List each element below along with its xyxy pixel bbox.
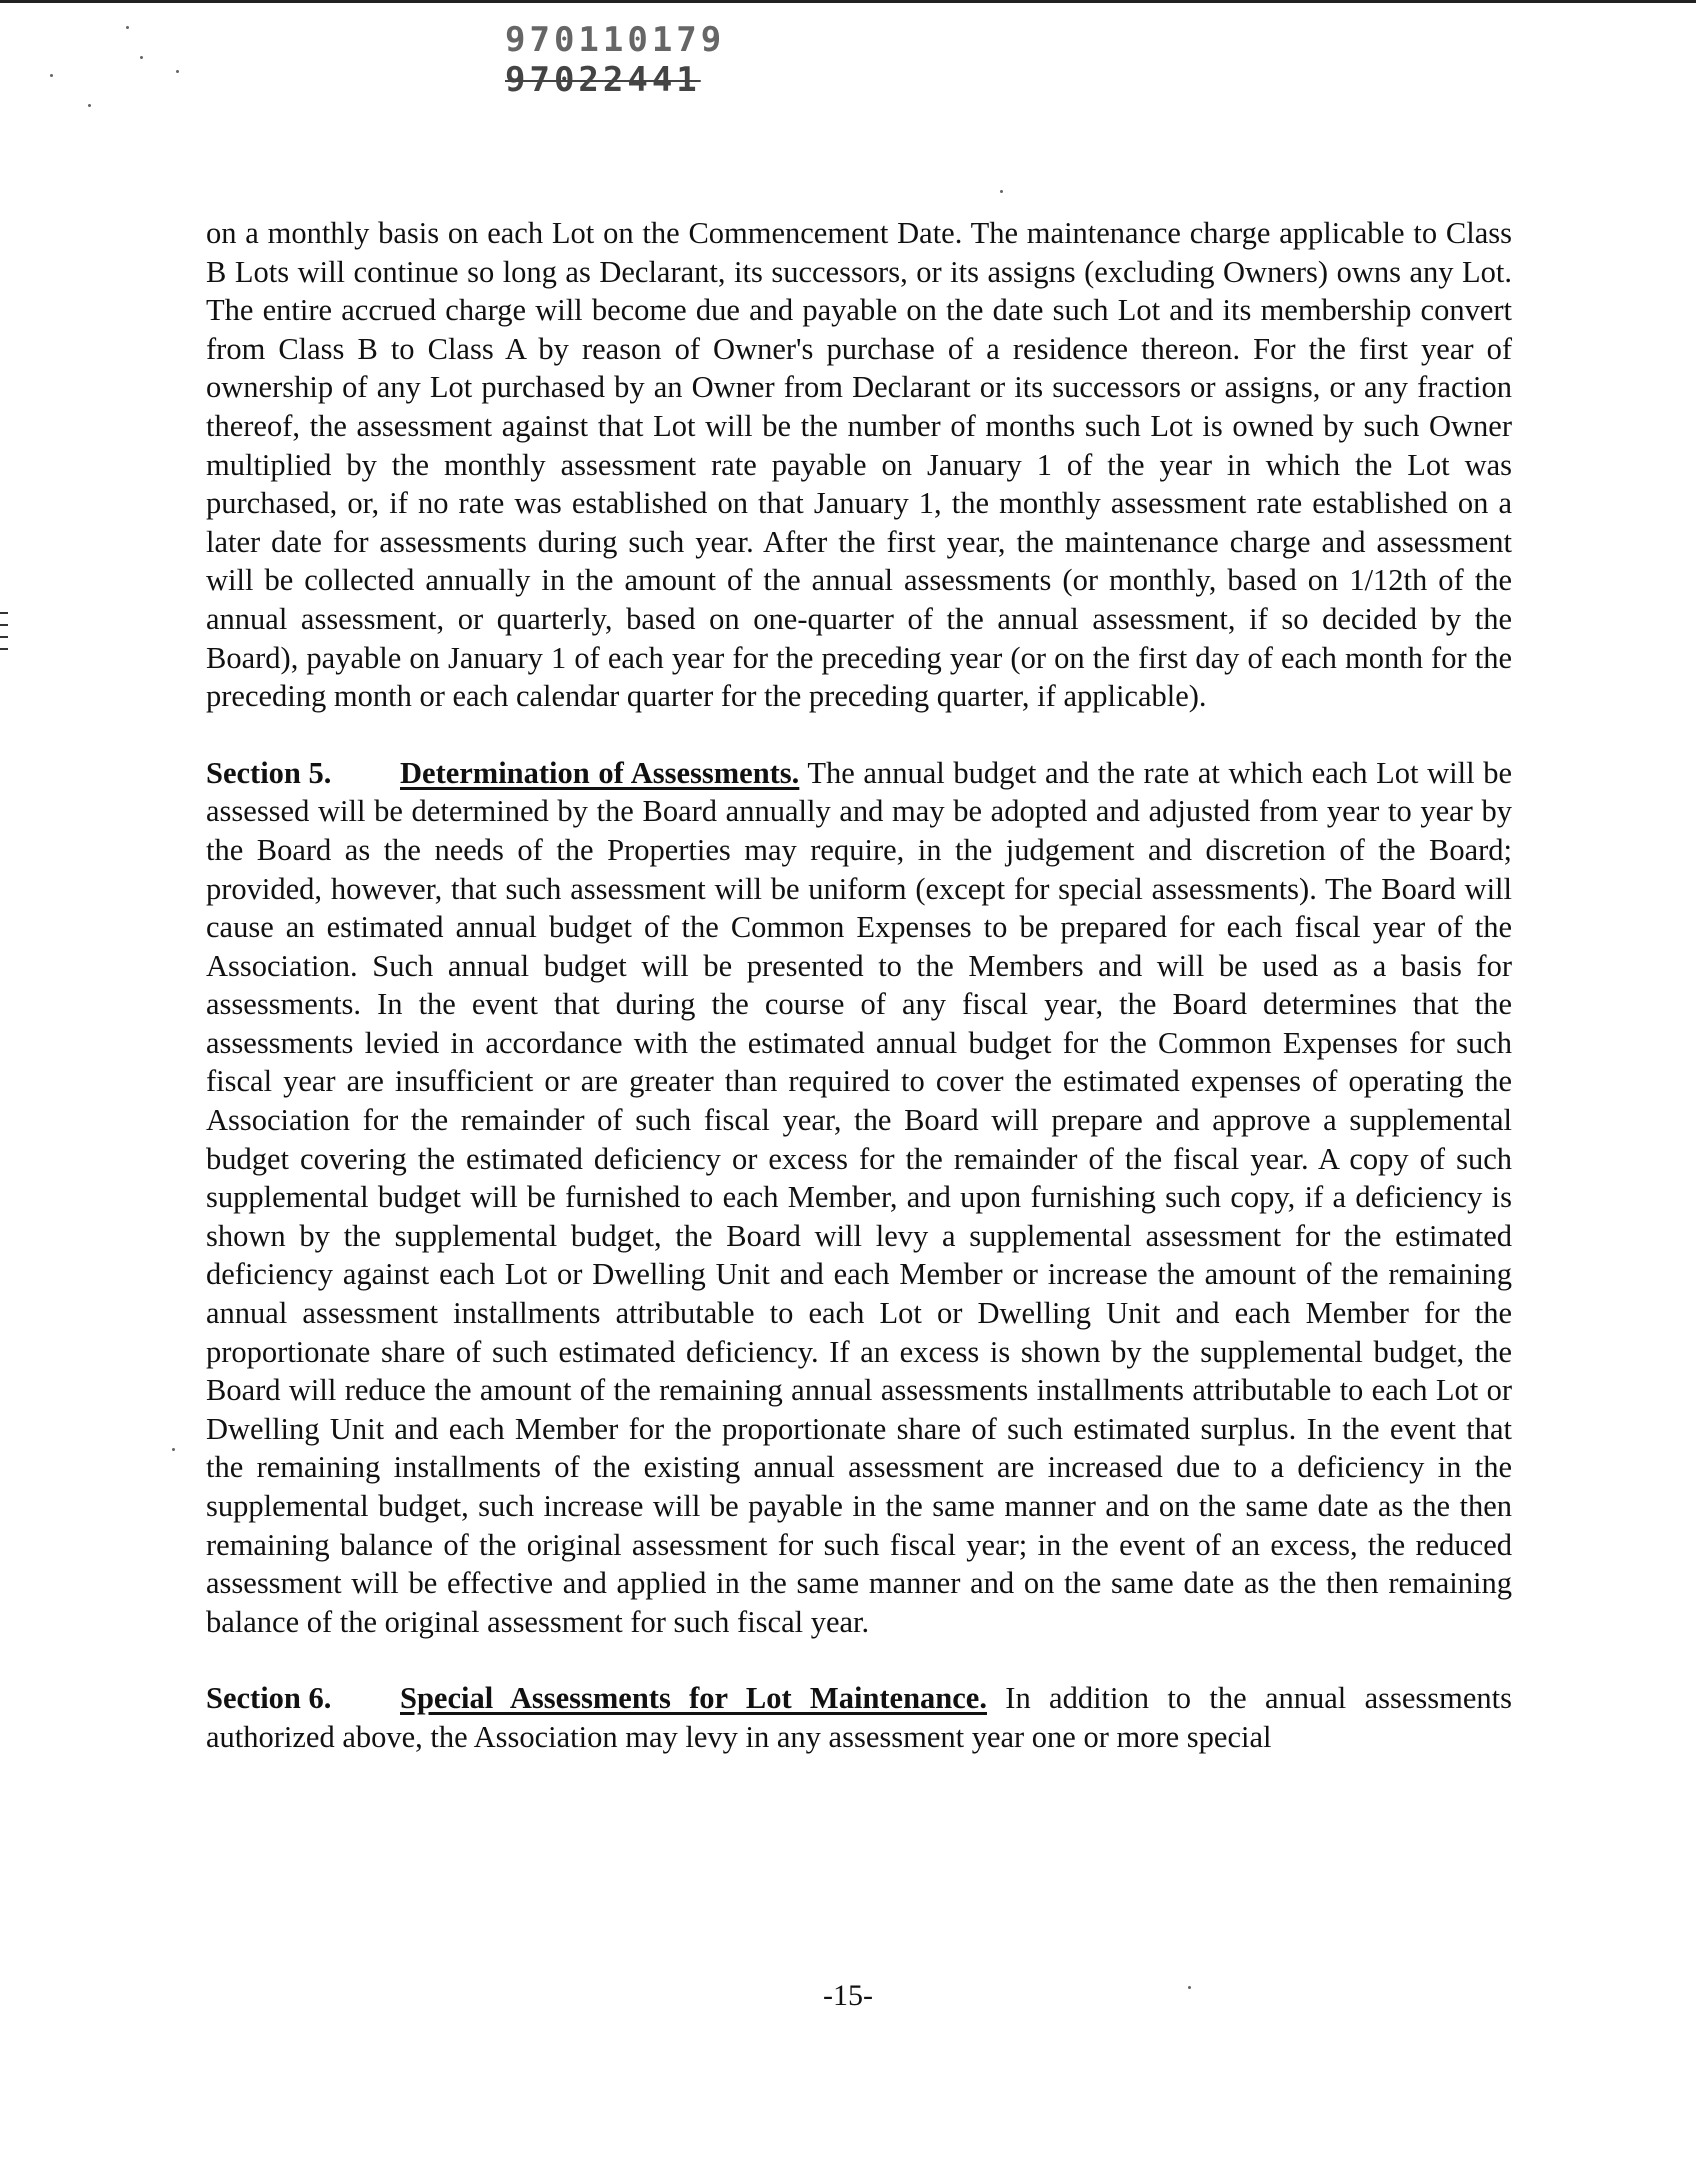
stamp-line-1: 970110179 <box>505 20 726 60</box>
section-5-paragraph <box>206 754 1512 1642</box>
section-6-text: In addition to the annual assessments authorized above, the Association may levy in any assessment year one or more special <box>206 1681 1512 1754</box>
continuation-paragraph: on a monthly basis on each Lot on the Commencement Date. The maintenance charge applicable to Class B Lots will continue so long as Declarant, its successors, or its assigns (excluding Owners) owns any Lot. The entire accrued charge will become due and payable on the date such Lot and its membership convert from Class B to Class A by reason of Owner's purchase of a residence thereon. For the first year of ownership of any Lot purchased by an Owner from Declarant or its successors or assigns, or any fraction thereof, the assessment against that Lot will be the number of months such Lot is owned by such Owner multiplied by the monthly assessment rate payable on January 1 of the year in which the Lot was purchased, or, if no rate was established on that January 1, the monthly assessment rate established on a later date for assessments during such year. After the first year, the maintenance charge and assessment will be collected annually in the amount of the annual assessments (or monthly, based on 1/12th of the annual assessment, or quarterly, based on one-quarter of the annual assessment, if so decided by the Board), payable on January 1 of each year for the preceding year (or on the first day of each month for the preceding month or each calendar quarter for the preceding quarter, if applicable). <box>206 216 1512 714</box>
section-6-number: Section 6. <box>206 1681 332 1716</box>
page-number: -15- <box>823 1979 873 2012</box>
section-5-title: Determination of Assessments. <box>400 755 800 790</box>
scan-speck <box>126 26 129 29</box>
margin-mark <box>0 648 8 650</box>
document-body <box>206 214 1512 1757</box>
margin-mark <box>0 624 8 626</box>
scan-speck <box>88 104 91 107</box>
section-6-paragraph <box>206 1679 1512 1756</box>
section-5-number: Section 5. <box>206 755 332 790</box>
margin-mark <box>0 612 8 614</box>
document-stamp <box>505 20 725 100</box>
scan-speck <box>1000 190 1003 193</box>
margin-mark <box>0 636 8 638</box>
scan-speck <box>176 70 179 73</box>
scan-speck <box>50 74 53 77</box>
scan-speck <box>172 1448 175 1451</box>
stamp-line-2: 97022441 <box>505 60 701 100</box>
scan-speck <box>140 56 143 59</box>
section-6-title: Special Assessments for Lot Maintenance. <box>400 1681 987 1716</box>
page-top-border <box>0 0 1696 3</box>
section-5-text: The annual budget and the rate at which each Lot will be assessed will be determined by the Board annually and may be adopted and adjusted from year to year by the Board as the needs of the Properties may require, in the judgement and discretion of the Board; provided, however, that such assessment will be uniform (except for special assessments). The Board will cause an estimated annual budget of the Common Expenses to be prepared for each fiscal year of the Association. Such annual budget will be presented to the Members and will be used as a basis for assessments. In the event that during the course of any fiscal year, the Board determines that the assessments levied in accordance with the estimated annual budget for the Common Expenses for such fiscal year are insufficient or are greater than required to cover the estimated expenses of operating the Association for the remainder of such fiscal year, the Board will prepare and approve a supplemental budget covering the estimated deficiency or excess for the remainder of the fiscal year. A copy of such supplemental budget will be furnished to each Member, and upon furnishing such copy, if a deficiency is shown by the supplemental budget, the Board will levy a supplemental assessment for the estimated deficiency against each Lot or Dwelling Unit and each Member or increase the amount of the remaining annual assessment installments attributable to each Lot or Dwelling Unit and each Member for the proportionate share of such estimated deficiency. If an excess is shown by the supplemental budget, the Board will reduce the amount of the remaining annual assessments installments attributable to each Lot or Dwelling Unit and each Member for the proportionate share of such estimated surplus. In the event that the remaining installments of the existing annual assessment are increased due to a deficiency in the supplemental budget, such increase will be payable in the same manner and on the same date as the then remaining balance of the original assessment for such fiscal year; in the event of an excess, the reduced assessment will be effective and applied in the same manner and on the same date as the then remaining balance of the original assessment for such fiscal year. <box>206 755 1512 1639</box>
